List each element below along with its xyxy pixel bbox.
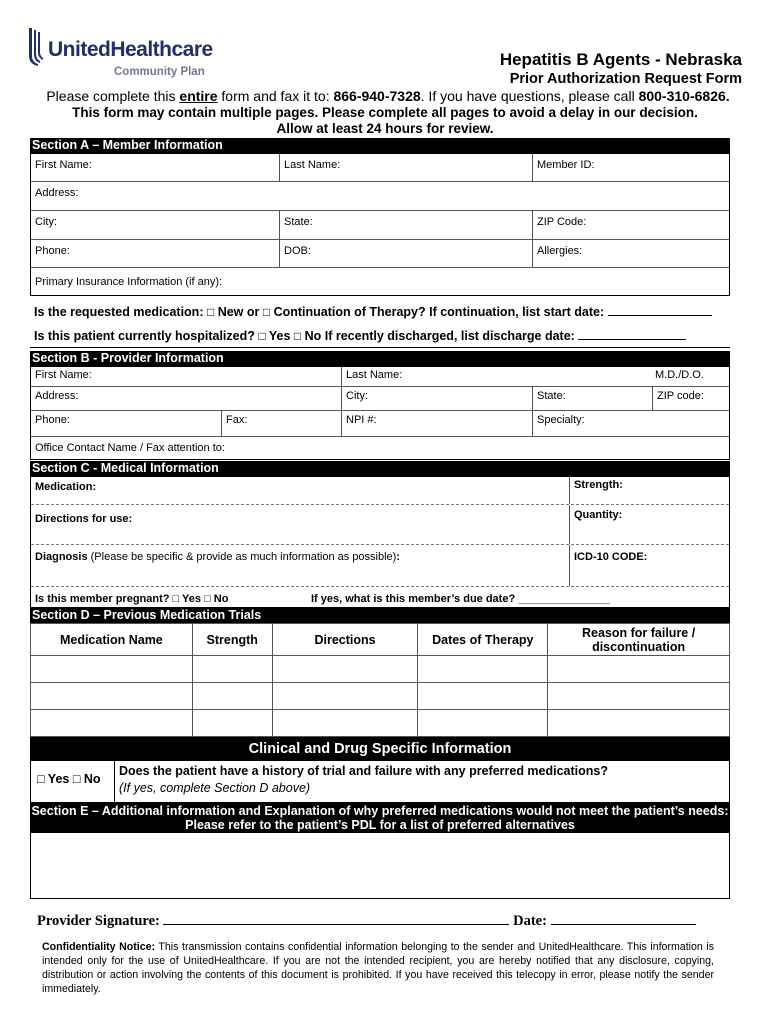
field-label: DOB: xyxy=(284,245,311,257)
field-label: ZIP Code: xyxy=(537,216,587,228)
field-label: Strength: xyxy=(574,479,623,491)
table-row xyxy=(31,411,729,437)
table-row xyxy=(31,683,730,710)
table-row xyxy=(31,211,729,240)
section-d-title: Section D – Previous Medication Trials xyxy=(32,608,262,622)
logo xyxy=(26,26,226,82)
provider-first-name-field[interactable] xyxy=(31,367,341,386)
table-cell[interactable] xyxy=(192,683,272,710)
field-label: NPI #: xyxy=(346,414,377,426)
section-e-header xyxy=(30,803,730,833)
logo-subtitle: Community Plan xyxy=(114,66,205,78)
multi-page-notice: This form may contain multiple pages. Please complete all pages to avoid a delay in our decision. xyxy=(72,105,698,120)
table-row xyxy=(31,710,730,737)
table-row xyxy=(31,367,729,387)
field-label: Medication: xyxy=(35,481,97,493)
table-row xyxy=(31,477,729,505)
table-cell[interactable] xyxy=(418,656,548,683)
provider-address-field[interactable] xyxy=(31,387,341,410)
field-label: Office Contact Name / Fax attention to: xyxy=(35,442,225,454)
col-dates-of-therapy: Dates of Therapy xyxy=(418,624,548,656)
medical-info-table xyxy=(30,476,730,608)
table-row xyxy=(31,387,729,411)
additional-info-textarea[interactable] xyxy=(30,833,730,899)
hospitalized-question xyxy=(34,328,686,343)
pregnant-yes-checkbox[interactable]: □ xyxy=(172,593,180,605)
instr-text: . xyxy=(725,88,730,104)
medication-field[interactable] xyxy=(31,477,569,504)
table-cell[interactable] xyxy=(548,710,730,737)
question-text: New or xyxy=(214,305,263,319)
question-text: Yes xyxy=(265,329,294,343)
table-cell[interactable] xyxy=(272,656,418,683)
field-label: Specialty: xyxy=(537,414,585,426)
provider-specialty-field[interactable] xyxy=(532,411,730,436)
field-label: Primary Insurance Information (if any): xyxy=(35,276,223,288)
field-label: State: xyxy=(537,390,566,402)
instructions xyxy=(0,88,770,104)
table-row xyxy=(31,545,729,587)
field-label: Last Name: xyxy=(284,159,341,171)
table-cell[interactable] xyxy=(418,683,548,710)
table-cell[interactable] xyxy=(192,710,272,737)
field-label: Last Name: xyxy=(346,369,403,381)
strength-field[interactable] xyxy=(569,477,730,504)
member-allergies-field[interactable] xyxy=(532,240,730,267)
signature-row xyxy=(37,911,696,930)
preferred-no-checkbox[interactable]: □ xyxy=(72,772,81,786)
field-label: Address: xyxy=(35,187,79,199)
section-e-title: Section E – Additional information and Explanation of why preferred medications would not meet the patient’s needs: xyxy=(31,804,729,818)
question-text: If recently discharged, list discharge date: xyxy=(324,329,579,343)
date-label: Date: xyxy=(509,913,551,929)
quantity-field[interactable] xyxy=(569,505,730,544)
table-row xyxy=(31,437,729,460)
member-id-field[interactable] xyxy=(532,154,730,181)
question-text: No xyxy=(210,593,229,605)
section-d-header xyxy=(30,608,730,623)
field-label: First Name: xyxy=(35,159,92,171)
table-row xyxy=(31,505,729,545)
table-header-row xyxy=(31,624,730,656)
continuation-checkbox[interactable]: □ xyxy=(262,305,271,319)
logo-shield-icon xyxy=(26,26,46,68)
member-state-field[interactable] xyxy=(279,211,532,239)
table-cell[interactable] xyxy=(31,656,193,683)
instr-text: form and fax it to: xyxy=(217,88,334,104)
member-info-table xyxy=(30,153,730,296)
provider-state-field[interactable] xyxy=(532,387,652,410)
field-label: Fax: xyxy=(226,414,248,426)
instr-entire: entire xyxy=(179,88,218,104)
start-date-line[interactable] xyxy=(608,304,712,316)
table-row xyxy=(31,182,729,211)
question-text: Is this patient currently hospitalized? xyxy=(34,329,259,343)
field-label: ICD-10 CODE: xyxy=(574,551,648,563)
diagnosis-field[interactable] xyxy=(31,545,569,586)
member-last-name-field[interactable] xyxy=(279,154,532,181)
field-label: Quantity: xyxy=(574,509,623,521)
col-strength: Strength xyxy=(192,624,272,656)
confidentiality-text: This transmission contains confidential information belonging to the sender and UnitedHealthcare. This information is intended only for the use of UnitedHealthcare. If you are not the intended recipient, you are hereby notified that any disclosure, copying, distribution or action involving the contents of this document is prohibited. If you have received this telecopy in error, please notify the sender immediately. xyxy=(42,941,714,995)
fax-number: 866-940-7328 xyxy=(333,88,421,104)
section-c-title: Section C - Medical Information xyxy=(32,461,219,475)
signature-line[interactable] xyxy=(163,911,509,925)
instr-text: Please complete this xyxy=(46,88,180,104)
preferred-yes-checkbox[interactable]: □ xyxy=(37,772,45,786)
option-label: Yes xyxy=(44,772,73,786)
discharge-date-line[interactable] xyxy=(578,328,686,340)
field-label: Member ID: xyxy=(537,159,595,171)
field-label: : xyxy=(396,551,401,563)
field-label: State: xyxy=(284,216,313,228)
confidentiality-notice xyxy=(42,940,714,996)
member-address-field[interactable] xyxy=(31,182,730,210)
table-cell[interactable] xyxy=(548,683,730,710)
field-hint: (Please be specific & provide as much information as possible) xyxy=(87,551,397,563)
col-reason-for-failure: Reason for failure / discontinuation xyxy=(548,624,730,656)
instr-text: . If you have questions, please call xyxy=(420,88,639,104)
section-e-subtitle: Please refer to the patient’s PDL for a list of preferred alternatives xyxy=(185,818,575,832)
table-row xyxy=(31,656,730,683)
section-c-header xyxy=(30,461,730,476)
medication-status-question xyxy=(34,304,712,319)
table-cell[interactable] xyxy=(418,710,548,737)
provider-zip-field[interactable] xyxy=(652,387,730,410)
previous-medication-table xyxy=(30,623,730,737)
preferred-question-hint: (If yes, complete Section D above) xyxy=(119,781,311,795)
section-a-title: Section A – Member Information xyxy=(32,138,223,152)
phone-number: 800-310-6826 xyxy=(638,88,726,104)
member-phone-field[interactable] xyxy=(31,240,279,267)
form-subtitle: Prior Authorization Request Form xyxy=(509,71,742,87)
table-cell[interactable] xyxy=(31,710,193,737)
member-zip-field[interactable] xyxy=(532,211,730,239)
col-medication-name: Medication Name xyxy=(31,624,193,656)
field-label: City: xyxy=(35,216,57,228)
preferred-question-text: Does the patient have a history of trial and failure with any preferred medications? xyxy=(119,764,609,778)
table-cell[interactable] xyxy=(31,683,193,710)
option-label: No xyxy=(80,772,101,786)
logo-name: UnitedHealthcare xyxy=(48,38,213,61)
provider-last-name-field[interactable] xyxy=(341,367,631,386)
field-label: Directions for use: xyxy=(35,513,133,525)
question-text: Yes xyxy=(179,593,205,605)
due-date-field[interactable] xyxy=(307,587,637,608)
review-time-notice: Allow at least 24 hours for review. xyxy=(276,121,494,136)
section-a-header xyxy=(30,138,730,153)
question-text: Is the requested medication: xyxy=(34,305,207,319)
table-cell[interactable] xyxy=(192,656,272,683)
table-row xyxy=(31,587,729,608)
hospitalized-yes-checkbox[interactable]: □ xyxy=(258,329,266,343)
clinical-info-header: Clinical and Drug Specific Information xyxy=(30,737,730,761)
field-label: Phone: xyxy=(35,414,70,426)
new-checkbox[interactable]: □ xyxy=(206,305,215,319)
question-text: Continuation of Therapy? If continuation, list start date: xyxy=(270,305,608,319)
section-b-title: Section B - Provider Information xyxy=(32,351,224,365)
member-dob-field[interactable] xyxy=(279,240,532,267)
directions-field[interactable] xyxy=(31,505,569,544)
question-text: Is this member pregnant? xyxy=(35,593,173,605)
form-title: Hepatitis B Agents - Nebraska xyxy=(499,50,742,69)
field-label: Address: xyxy=(35,390,79,402)
signature-label: Provider Signature: xyxy=(37,913,164,929)
member-first-name-field[interactable] xyxy=(31,154,279,181)
field-label: Phone: xyxy=(35,245,70,257)
section-b-header xyxy=(30,351,730,366)
preferred-yes-no xyxy=(31,761,115,802)
pregnancy-question xyxy=(31,587,301,608)
table-cell[interactable] xyxy=(548,656,730,683)
table-cell[interactable] xyxy=(272,683,418,710)
col-directions: Directions xyxy=(272,624,418,656)
md-do-label xyxy=(651,367,730,386)
table-row xyxy=(31,154,729,182)
field-label: ZIP code: xyxy=(657,390,704,402)
primary-insurance-field[interactable] xyxy=(31,268,730,296)
provider-fax-field[interactable] xyxy=(221,411,341,436)
table-row xyxy=(31,268,729,296)
date-line[interactable] xyxy=(551,911,696,925)
field-label: City: xyxy=(346,390,368,402)
provider-info-table xyxy=(30,366,730,460)
office-contact-field[interactable] xyxy=(31,437,730,460)
field-label: First Name: xyxy=(35,369,92,381)
field-label: Allergies: xyxy=(537,245,583,257)
pregnant-no-checkbox[interactable]: □ xyxy=(204,593,211,605)
table-cell[interactable] xyxy=(272,710,418,737)
table-row xyxy=(31,240,729,268)
provider-city-field[interactable] xyxy=(341,387,532,410)
provider-phone-field[interactable] xyxy=(31,411,221,436)
field-label: M.D./D.O. xyxy=(655,369,704,381)
icd10-code-field[interactable] xyxy=(569,545,730,586)
member-city-field[interactable] xyxy=(31,211,279,239)
preferred-medication-question-box xyxy=(30,761,730,803)
field-label: Diagnosis xyxy=(35,551,88,563)
confidentiality-label: Confidentiality Notice: xyxy=(42,941,156,953)
divider xyxy=(30,347,730,348)
provider-npi-field[interactable] xyxy=(341,411,532,436)
question-text: No xyxy=(301,329,325,343)
hospitalized-no-checkbox[interactable]: □ xyxy=(293,329,302,343)
field-label: If yes, what is this member’s due date? _______________ xyxy=(311,593,610,605)
